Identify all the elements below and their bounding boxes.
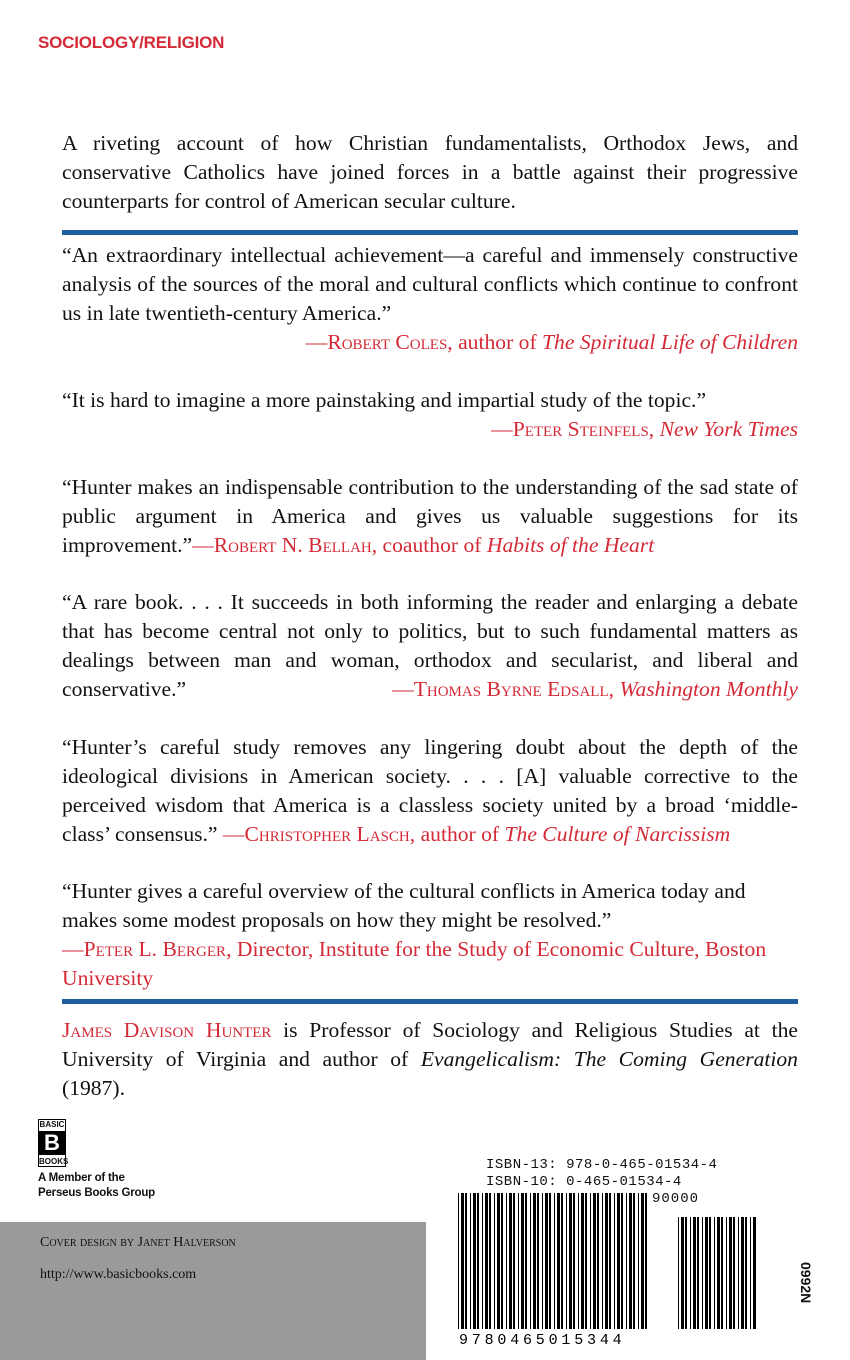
publisher-url: http://www.basicbooks.com: [40, 1267, 197, 1282]
barcode-bar: [705, 1217, 708, 1329]
barcode-bar: [697, 1217, 699, 1329]
isbn-10: ISBN-10: 0-465-01534-4: [486, 1174, 682, 1190]
quote-text: “It is hard to imagine a more painstaking and impartial study of the topic.”: [62, 388, 707, 412]
barcode-panel: [426, 1150, 850, 1360]
quote-work: The Culture of Narcissism: [504, 822, 731, 846]
barcode-bar: [590, 1193, 591, 1329]
barcode-bar: [465, 1193, 467, 1329]
barcode-bars-main: [458, 1193, 647, 1329]
quote-role: , author of: [447, 330, 543, 354]
barcode-digits: 9780465015344: [459, 1332, 626, 1349]
quote-role: , Director, Institute for the Study of Economic Culture, Boston University: [62, 937, 767, 990]
barcode-bar: [753, 1217, 756, 1329]
quote-author: —Thomas Byrne Edsall: [392, 677, 609, 701]
author-name: James Davison Hunter: [62, 1018, 272, 1042]
divider-rule: [62, 230, 798, 235]
isbn-13: ISBN-13: 978-0-465-01534-4: [486, 1157, 718, 1173]
quote-text: “An extraordinary intellectual achievement—a careful and immensely constructive analysis of the sources of the moral and cultural conflicts which continue to confront us in late twentieth-century America.”: [62, 243, 798, 325]
quote-text: “Hunter’s careful study removes any lingering doubt about the depth of the ideological divisions in American society. . . . [A] valuable corrective to the perceived wisdom that America is a classless society united by a broad ‘middle-class’ consensus.”: [62, 735, 798, 846]
barcode-bar: [477, 1193, 479, 1329]
quote-role: , coauthor of: [371, 533, 487, 557]
barcode-bar: [638, 1193, 639, 1329]
quote-author: —Peter L. Berger: [62, 937, 227, 961]
barcode-bar: [482, 1193, 483, 1329]
quote-attribution: [223, 822, 730, 846]
barcode-bar: [741, 1217, 744, 1329]
barcode-bar: [633, 1193, 635, 1329]
bio-book: Evangelicalism: The Coming Generation: [420, 1047, 798, 1071]
member-line-1: A Member of the: [38, 1172, 125, 1184]
logo-letter: B: [39, 1131, 65, 1155]
quote-author: —Peter Steinfels: [491, 417, 649, 441]
barcode-bar: [621, 1193, 623, 1329]
quote-block: [62, 588, 798, 704]
footer-band: [0, 1222, 426, 1360]
barcode-bar: [629, 1193, 632, 1329]
barcode-bar: [745, 1217, 747, 1329]
barcode-bar: [542, 1193, 543, 1329]
quote-work: Washington Monthly: [619, 677, 798, 701]
quote-text: “Hunter makes an indispensable contribution to the understanding of the sad state of public argument in America and gives us valuable suggestions for its improvement.”: [62, 475, 798, 557]
quote-attribution: [62, 328, 798, 357]
barcode-bar: [549, 1193, 551, 1329]
logo-bottom-text: BOOKS: [39, 1157, 69, 1166]
quote-attribution: [62, 937, 766, 990]
barcode-bar: [626, 1193, 627, 1329]
quote-block: [62, 386, 798, 444]
barcode-bar: [573, 1193, 575, 1329]
barcode-bar: [537, 1193, 539, 1329]
quote-work: Habits of the Heart: [486, 533, 655, 557]
quote-role: ,: [648, 417, 660, 441]
barcode-bar: [726, 1217, 727, 1329]
quote-author: —Christopher Lasch: [222, 822, 410, 846]
barcode-bar: [709, 1217, 711, 1329]
barcode-bar: [566, 1193, 567, 1329]
quote-text: “Hunter gives a careful overview of the cultural conflicts in America today and makes some modest proposals on how they might be resolved.”: [62, 879, 746, 932]
bio-year: (1987).: [62, 1076, 125, 1100]
quote-block: [62, 877, 798, 993]
barcode-bar: [569, 1193, 572, 1329]
barcode-bar: [509, 1193, 512, 1329]
barcode-bar: [641, 1193, 644, 1329]
barcode-bar: [602, 1193, 603, 1329]
barcode-bar: [714, 1217, 715, 1329]
credit-designer: Janet Halverson: [137, 1235, 236, 1250]
barcode-bar: [585, 1193, 587, 1329]
barcode-bar: [470, 1193, 471, 1329]
barcode-bar: [685, 1217, 687, 1329]
barcode-bar: [645, 1193, 647, 1329]
barcode-bar: [702, 1217, 703, 1329]
barcode-bar: [545, 1193, 548, 1329]
barcode-bar: [501, 1193, 503, 1329]
author-bio: [62, 1016, 798, 1103]
member-line-2: Perseus Books Group: [38, 1187, 155, 1199]
barcode-bar: [738, 1217, 739, 1329]
barcode-bar: [521, 1193, 524, 1329]
barcode-bar: [489, 1193, 491, 1329]
barcode-bar: [518, 1193, 519, 1329]
barcode-bar: [717, 1217, 720, 1329]
barcode-bar: [597, 1193, 599, 1329]
barcode-bar: [729, 1217, 732, 1329]
quote-role: , author of: [409, 822, 505, 846]
barcode-bar: [458, 1193, 459, 1329]
quote-text: “A rare book. . . . It succeeds in both informing the reader and enlarging a debate that has become central not only to politics, but to such fundamental matters as dealings between man and woman, orthodox and secularist, and liberal and conservative.”: [62, 590, 798, 701]
quote-block: [62, 733, 798, 849]
barcode-bar: [557, 1193, 560, 1329]
barcode-bar: [581, 1193, 584, 1329]
barcode-bar: [561, 1193, 563, 1329]
barcode-bar: [513, 1193, 515, 1329]
quote-attribution: [392, 675, 798, 704]
barcode-bar: [593, 1193, 596, 1329]
barcode-bar: [494, 1193, 495, 1329]
barcode-bar: [506, 1193, 507, 1329]
barcode-bar: [530, 1193, 531, 1329]
barcode-bars-addon: [678, 1217, 756, 1329]
quote-work: The Spiritual Life of Children: [542, 330, 798, 354]
quote-role: ,: [608, 677, 620, 701]
logo-top-text: BASIC: [39, 1120, 65, 1129]
quote-author: —Robert N. Bellah: [192, 533, 372, 557]
barcode-bar: [690, 1217, 691, 1329]
barcode-bar: [473, 1193, 476, 1329]
publisher-logo: [38, 1119, 168, 1201]
barcode-bar: [617, 1193, 620, 1329]
divider-rule: [62, 999, 798, 1004]
quote-block: [62, 241, 798, 357]
barcode-bar: [578, 1193, 579, 1329]
barcode-bar: [678, 1217, 679, 1329]
quote-author: —Robert Coles: [305, 330, 448, 354]
publisher-member-text: [38, 1171, 168, 1201]
barcode-bar: [497, 1193, 500, 1329]
barcode-bar: [614, 1193, 615, 1329]
intro-paragraph: A riveting account of how Christian fundamentalists, Orthodox Jews, and conservative Catholics have joined forces in a battle against their progressive counterparts for control of American secular culture.: [62, 131, 798, 213]
basic-books-logo: [38, 1119, 69, 1167]
vertical-code: 0992N: [798, 1262, 814, 1304]
barcode: [458, 1193, 798, 1353]
credit-prefix: Cover design by: [40, 1235, 138, 1250]
barcode-bar: [733, 1217, 735, 1329]
category-label: SOCIOLOGY/RELIGION: [38, 33, 225, 52]
quote-attribution: [62, 415, 798, 444]
barcode-bar: [609, 1193, 611, 1329]
price-code: 90000: [652, 1191, 700, 1207]
barcode-bar: [533, 1193, 536, 1329]
barcode-bar: [681, 1217, 684, 1329]
barcode-bar: [525, 1193, 527, 1329]
barcode-bar: [750, 1217, 751, 1329]
barcode-bar: [461, 1193, 464, 1329]
barcode-bar: [693, 1217, 696, 1329]
barcode-bar: [485, 1193, 488, 1329]
quote-work: New York Times: [659, 417, 798, 441]
barcode-bar: [554, 1193, 555, 1329]
quote-block: [62, 473, 798, 560]
cover-design-credit: [40, 1235, 236, 1251]
bio-text: is Professor of Sociology and Religious Studies at the University of Virginia and author of: [62, 1018, 799, 1071]
barcode-bar: [605, 1193, 608, 1329]
barcode-bar: [721, 1217, 723, 1329]
